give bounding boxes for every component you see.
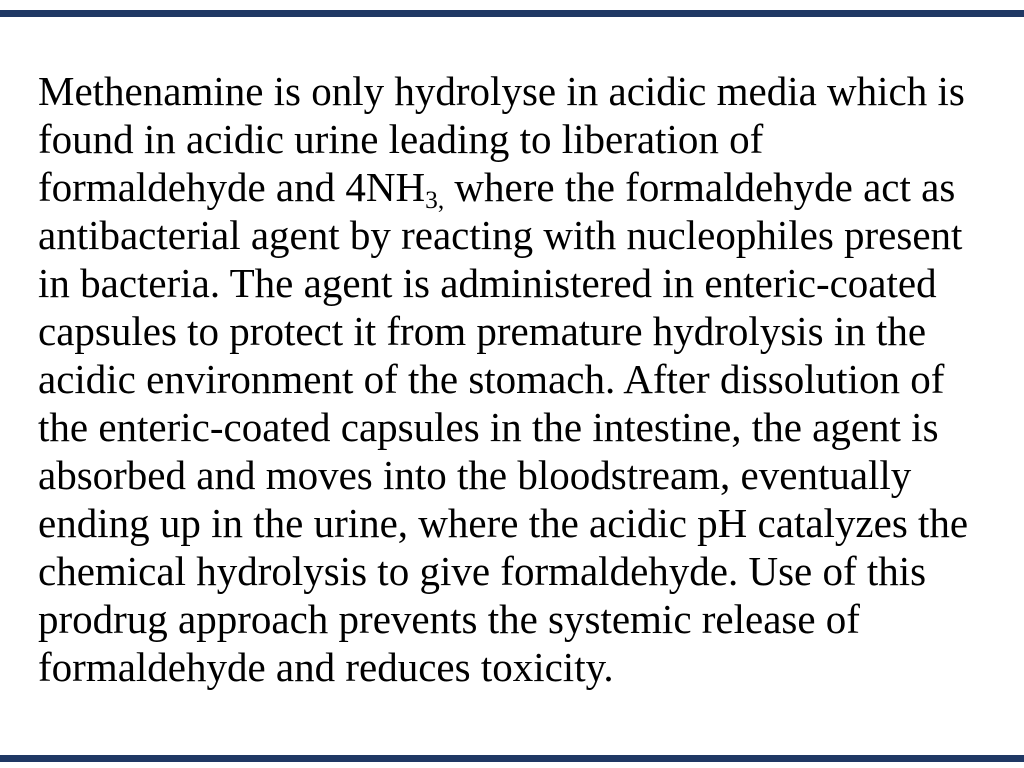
text-segment: chemical hydrolysis to give formaldehyde. Use of this [38, 548, 927, 594]
text-segment: formaldehyde and 4NH [38, 164, 426, 210]
top-accent-bar [0, 10, 1024, 17]
text-line [38, 547, 998, 595]
text-segment: capsules to protect it from premature hydrolysis in the [38, 308, 927, 354]
bottom-accent-bar [0, 755, 1024, 762]
text-line [38, 115, 998, 163]
text-line [38, 403, 998, 451]
subscript-text: 3, [425, 186, 445, 215]
text-segment: formaldehyde and reduces toxicity. [38, 644, 614, 690]
text-segment: absorbed and moves into the bloodstream, eventually [38, 452, 912, 498]
text-line [38, 163, 998, 215]
slide-body-text [38, 67, 998, 691]
text-line [38, 259, 998, 307]
text-segment: where the formaldehyde act as [444, 164, 956, 210]
text-segment: the enteric-coated capsules in the intestine, the agent is [38, 404, 939, 450]
text-line [38, 595, 998, 643]
text-segment: Methenamine is only hydrolyse in acidic media which is [38, 68, 965, 114]
text-segment: found in acidic urine leading to liberation of [38, 116, 764, 162]
text-line [38, 355, 998, 403]
text-segment: antibacterial agent by reacting with nucleophiles present [38, 212, 963, 258]
text-line [38, 211, 998, 259]
text-line [38, 499, 998, 547]
text-segment: prodrug approach prevents the systemic release of [38, 596, 860, 642]
text-line [38, 643, 998, 691]
text-line [38, 451, 998, 499]
text-segment: acidic environment of the stomach. After dissolution of [38, 356, 945, 402]
text-line [38, 67, 998, 115]
text-segment: in bacteria. The agent is administered in enteric-coated [38, 260, 937, 306]
text-segment: ending up in the urine, where the acidic pH catalyzes the [38, 500, 969, 546]
text-line [38, 307, 998, 355]
